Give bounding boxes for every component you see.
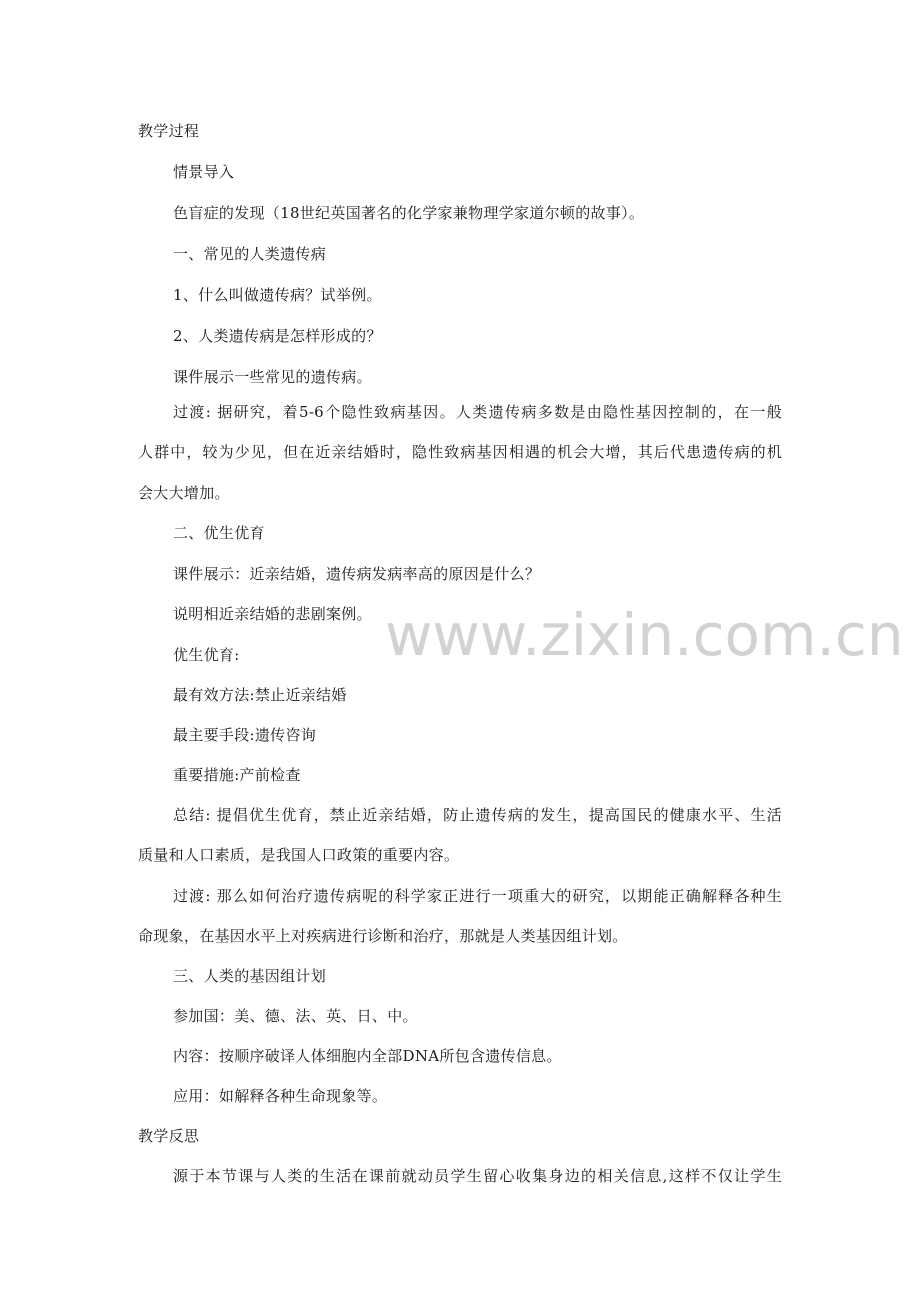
genome-content: 内容：按顺序破译人体细胞内全部DNA所包含遗传信息。: [173, 1047, 562, 1065]
section-heading-reflection: 教学反思: [138, 1127, 200, 1145]
reflection-line-1: 源于本节课与人类的生活在课前就动员学生留心收集身边的相关信息,这样不仅让学生: [173, 1167, 782, 1185]
participating-countries: 参加国：美、德、法、英、日、中。: [173, 1007, 418, 1025]
courseware-1: 课件展示一些常见的遗传病。: [173, 368, 372, 386]
watermark: www.zixin.com.cn: [385, 601, 904, 669]
genome-application: 应用：如解释各种生命现象等。: [173, 1087, 388, 1105]
important-measure: 重要措施:产前检查: [173, 766, 301, 784]
paragraph-color-blind: 色盲症的发现（18世纪英国著名的化学家兼物理学家道尔顿的故事）。: [173, 204, 645, 222]
transition-1-line-2: 人群中，较为少见，但在近亲结婚时，隐性致病基因相遇的机会大增，其后代患遗传病的机: [138, 443, 782, 461]
subheading-scene-intro: 情景导入: [173, 163, 235, 181]
transition-1-line-3: 会大大增加。: [138, 484, 230, 502]
courseware-2: 课件展示：近亲结婚，遗传病发病率高的原因是什么？: [173, 565, 541, 583]
question-2: 2、人类遗传病是怎样形成的？: [173, 327, 382, 345]
part3-title: 三、人类的基因组计划: [173, 967, 327, 985]
main-means: 最主要手段:遗传咨询: [173, 726, 317, 744]
section-heading-teaching-process: 教学过程: [138, 122, 200, 140]
transition-2-line-1: 过渡: 那么如何治疗遗传病呢的科学家正进行一项重大的研究，以期能正确解释各种生: [173, 887, 782, 905]
most-effective-method: 最有效方法:禁止近亲结婚: [173, 686, 347, 704]
part1-title: 一、常见的人类遗传病: [173, 245, 327, 263]
summary-line-2: 质量和人口素质，是我国人口政策的重要内容。: [138, 846, 460, 864]
explain-case: 说明相近亲结婚的悲剧案例。: [173, 605, 372, 623]
summary-line-1: 总结: 提倡优生优育，禁止近亲结婚，防止遗传病的发生，提高国民的健康水平、生活: [173, 806, 782, 824]
transition-2-line-2: 命现象，在基因水平上对疾病进行诊断和治疗，那就是人类基因组计划。: [138, 927, 628, 945]
eugenics-label: 优生优育:: [173, 646, 240, 664]
part2-title: 二、优生优育: [173, 524, 265, 542]
transition-1-line-1: 过渡: 据研究，着5-6个隐性致病基因。人类遗传病多数是由隐性基因控制的，在一般: [173, 403, 782, 421]
question-1: 1、什么叫做遗传病？试举例。: [173, 286, 382, 304]
